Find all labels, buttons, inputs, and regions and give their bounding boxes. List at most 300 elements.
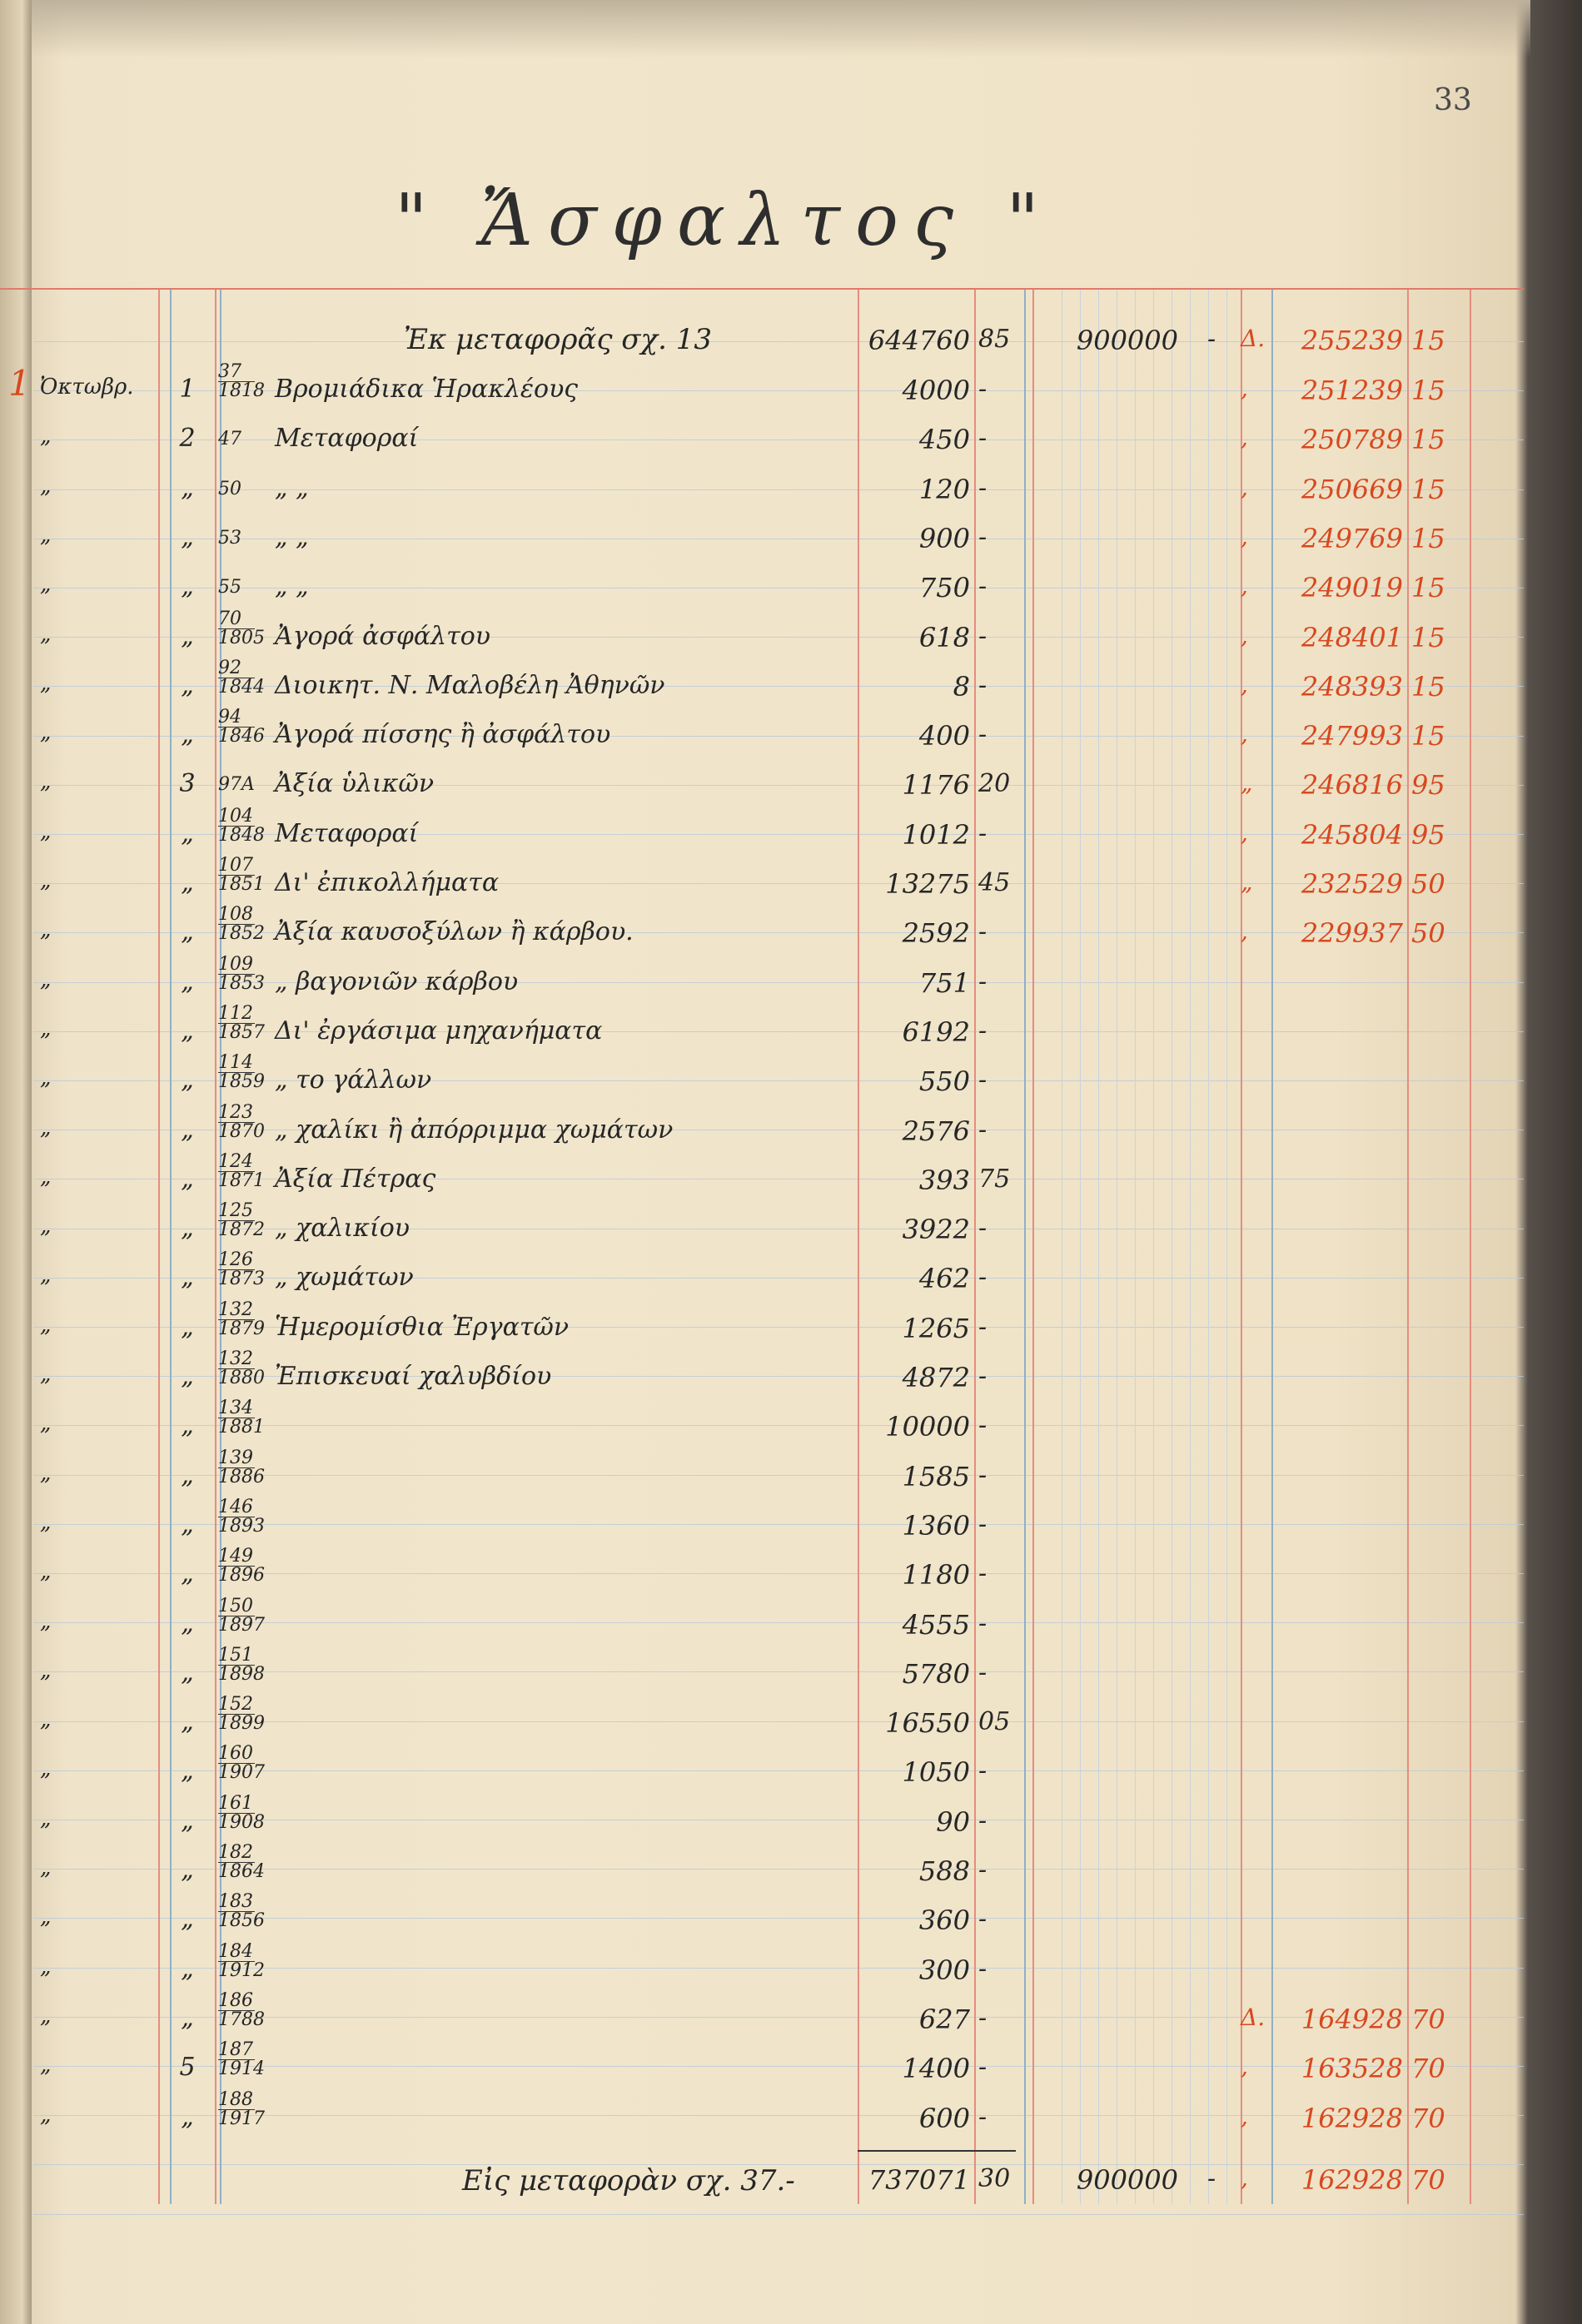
entry-balance-mark: , <box>1241 917 1248 945</box>
entry-reference <box>218 2091 268 2128</box>
entry-month: „ <box>40 1065 52 1090</box>
reference-bottom: 1788 <box>218 2009 265 2030</box>
entry-balance-cents: 15 <box>1411 671 1445 703</box>
entry-cents: - <box>978 1411 988 1440</box>
reference-bottom: 1856 <box>218 1910 265 1931</box>
entry-day: „ <box>181 1214 194 1243</box>
entry-amount: 462 <box>918 1263 970 1294</box>
reference-bottom: 1917 <box>218 2108 265 2129</box>
entry-month: „ <box>40 622 52 647</box>
entry-cents: 20 <box>978 769 1011 798</box>
grid-rule <box>1190 290 1191 2204</box>
entry-reference <box>218 1251 268 1289</box>
entry-month: „ <box>40 868 52 893</box>
reference-bottom: 1912 <box>218 1960 265 1981</box>
entry-day: „ <box>181 967 194 996</box>
reference-top: 151 <box>218 1645 253 1666</box>
entry-month: „ <box>40 2004 52 2029</box>
carry-forward-debit: 644760 <box>868 325 970 356</box>
entry-day: „ <box>181 474 194 503</box>
entry-amount: 400 <box>918 720 970 752</box>
column-rule <box>1024 290 1026 2204</box>
entry-balance-cents: 70 <box>1411 2053 1445 2084</box>
entry-cents: - <box>978 1313 988 1342</box>
entry-cents: - <box>978 2053 988 2082</box>
entry-balance-mark: , <box>1241 572 1248 599</box>
entry-reference <box>218 1943 268 1980</box>
column-rule <box>974 290 976 2204</box>
reference-top: 108 <box>218 904 253 925</box>
entry-day: 5 <box>179 2053 196 2082</box>
reference-bottom: 1852 <box>218 923 265 944</box>
entry-balance-cents: 15 <box>1411 474 1445 505</box>
entry-amount: 1400 <box>902 2053 970 2084</box>
reference-bottom: 1880 <box>218 1368 265 1388</box>
column-rule <box>858 290 859 2204</box>
reference-top: 139 <box>218 1448 253 1468</box>
reference-bottom: 1805 <box>218 628 265 648</box>
entry-month: „ <box>40 1313 52 1338</box>
entry-reference <box>218 560 268 597</box>
entry-amount: 16550 <box>885 1707 970 1739</box>
entry-day: „ <box>181 622 194 651</box>
entry-description: „ βαγονιῶν κάρβου <box>275 967 519 996</box>
entry-balance: 245804 <box>1301 819 1403 851</box>
totals-debit-cents: 30 <box>978 2164 1011 2193</box>
entry-reference <box>218 1301 268 1338</box>
reference-top <box>218 560 255 579</box>
entry-balance: 164928 <box>1301 2004 1403 2035</box>
totals-credit: 900000 <box>1076 2164 1178 2196</box>
entry-cents: - <box>978 1461 988 1490</box>
entry-reference <box>218 1202 268 1239</box>
reference-top: 134 <box>218 1398 253 1418</box>
entry-balance-cents: 95 <box>1411 819 1445 851</box>
entry-cents: - <box>978 1806 988 1835</box>
entry-balance-cents: 70 <box>1411 2103 1445 2134</box>
entry-month: „ <box>40 1904 52 1929</box>
totals-balance-cents: 70 <box>1411 2164 1445 2196</box>
entry-balance-cents: 15 <box>1411 424 1445 455</box>
entry-description: Διοικητ. Ν. Μαλοβέλη Ἀθηνῶν <box>275 671 665 700</box>
entry-day: „ <box>181 2103 194 2132</box>
entry-amount: 550 <box>918 1065 970 1097</box>
entry-cents: - <box>978 622 988 651</box>
entry-amount: 120 <box>918 474 970 505</box>
entry-month: „ <box>40 424 52 449</box>
column-rule <box>1407 290 1409 2204</box>
entry-description: „ „ <box>275 523 309 552</box>
entry-reference <box>218 1745 268 1782</box>
entry-balance: 250789 <box>1301 424 1403 455</box>
entry-day: „ <box>181 1313 194 1342</box>
entry-balance: 250669 <box>1301 474 1403 505</box>
entry-amount: 90 <box>936 1806 970 1838</box>
reference-bottom: 1848 <box>218 825 265 846</box>
reference-top: 149 <box>218 1546 253 1567</box>
entry-balance: 162928 <box>1301 2103 1403 2134</box>
entry-month: „ <box>40 967 52 992</box>
entry-balance-mark: , <box>1241 474 1248 501</box>
reference-top: 126 <box>218 1249 253 1270</box>
carry-forward-balance-mark: Δ. <box>1241 325 1266 352</box>
entry-month: „ <box>40 1362 52 1387</box>
entry-day: „ <box>181 1609 194 1638</box>
entry-balance-mark: , <box>1241 2053 1248 2080</box>
entry-month: „ <box>40 819 52 844</box>
entry-day: 1 <box>179 375 196 404</box>
entry-day: „ <box>181 1806 194 1835</box>
reference-bottom: 1851 <box>218 874 265 895</box>
entry-reference <box>218 1399 268 1437</box>
entry-month: „ <box>40 1510 52 1535</box>
entry-balance-cents: 15 <box>1411 375 1445 406</box>
entry-cents: - <box>978 1362 988 1391</box>
carry-forward-balance: 255239 <box>1301 325 1403 356</box>
entry-reference <box>218 610 268 648</box>
totals-balance-mark: , <box>1241 2164 1248 2192</box>
entry-reference <box>218 1893 268 1930</box>
entry-reference <box>218 1498 268 1536</box>
entry-cents: - <box>978 2103 988 2132</box>
reference-top <box>218 511 255 529</box>
entry-amount: 4555 <box>902 1609 970 1641</box>
ledger-title: " Ἄσφαλτος " <box>395 179 1054 262</box>
entry-amount: 4000 <box>902 375 970 406</box>
reference-bottom: 1879 <box>218 1318 265 1339</box>
carry-forward-label: Ἐκ μεταφορᾶς σχ. 13 <box>404 323 712 356</box>
entry-day: „ <box>181 1461 194 1490</box>
reference-bottom: 1859 <box>218 1071 265 1092</box>
entry-description: Ἀγορά ἀσφάλτου <box>275 622 490 651</box>
entry-month: „ <box>40 1461 52 1486</box>
entry-day: „ <box>181 1904 194 1934</box>
entry-cents: - <box>978 819 988 848</box>
entry-cents: - <box>978 671 988 700</box>
entry-cents: 05 <box>978 1707 1011 1736</box>
carry-forward-credit: 900000 <box>1076 325 1178 356</box>
entry-day: „ <box>181 917 194 946</box>
entry-month: „ <box>40 1658 52 1683</box>
reference-top: 92 <box>218 659 255 678</box>
reference-bottom: 1897 <box>218 1615 265 1636</box>
entry-month: „ <box>40 474 52 499</box>
reference-bottom: 1873 <box>218 1269 265 1289</box>
entry-reference <box>218 363 268 400</box>
entry-description: Μεταφοραί <box>275 424 419 453</box>
entry-reference <box>218 1153 268 1190</box>
entry-day: „ <box>181 671 194 700</box>
entry-day: „ <box>181 1115 194 1145</box>
reference-top: 146 <box>218 1497 253 1517</box>
entry-balance-cents: 95 <box>1411 769 1445 801</box>
carry-forward-balance-cents: 15 <box>1411 325 1445 356</box>
entry-description: Ἡμερομίσθια Ἐργατῶν <box>275 1313 570 1342</box>
entry-reference <box>218 906 268 943</box>
entry-month: „ <box>40 2103 52 2128</box>
entry-cents: - <box>978 1904 988 1934</box>
entry-cents: - <box>978 424 988 453</box>
entry-reference <box>218 757 268 794</box>
entry-balance-mark: , <box>1241 819 1248 847</box>
entry-day: „ <box>181 1510 194 1539</box>
entry-description: Βρομιάδικα Ἡρακλέους <box>275 375 579 404</box>
entry-day: „ <box>181 1707 194 1736</box>
entry-amount: 450 <box>918 424 970 455</box>
entry-cents: - <box>978 1954 988 1984</box>
reference-bottom: 1857 <box>218 1022 265 1043</box>
entry-cents: - <box>978 1510 988 1539</box>
header-rule <box>0 288 1524 290</box>
reference-bottom: 47 <box>218 429 241 449</box>
entry-cents: - <box>978 720 988 749</box>
reference-top <box>218 757 255 776</box>
reference-bottom: 1899 <box>218 1713 265 1734</box>
entry-cents: - <box>978 523 988 552</box>
entry-cents: - <box>978 1016 988 1045</box>
reference-top: 186 <box>218 1990 253 2011</box>
totals-label: Εἰς μεταφορὰν σχ. 37.- <box>462 2164 795 2197</box>
entry-cents: - <box>978 1559 988 1588</box>
entry-month: „ <box>40 1609 52 1634</box>
entry-cents: - <box>978 1263 988 1292</box>
entry-reference <box>218 1547 268 1585</box>
entry-amount: 4872 <box>902 1362 970 1393</box>
entry-cents: - <box>978 2004 988 2033</box>
entry-amount: 900 <box>918 523 970 554</box>
column-rule <box>158 290 160 2204</box>
reference-top: 188 <box>218 2089 253 2110</box>
entry-reference <box>218 462 268 499</box>
entry-balance-cents: 15 <box>1411 572 1445 603</box>
entry-month: „ <box>40 1016 52 1041</box>
entry-description: Ἀξία καυσοξύλων ἢ κάρβου. <box>275 917 634 946</box>
entry-balance-mark: , <box>1241 2103 1248 2130</box>
entry-balance-mark: , <box>1241 720 1248 747</box>
entry-month: „ <box>40 1559 52 1584</box>
entry-amount: 10000 <box>885 1411 970 1443</box>
entry-month: „ <box>40 1855 52 1880</box>
entry-month: „ <box>40 1214 52 1239</box>
entry-month: „ <box>40 1954 52 1979</box>
column-rule <box>1470 290 1471 2204</box>
entry-reference <box>218 1449 268 1487</box>
entry-amount: 627 <box>918 2004 970 2035</box>
entry-balance-cents: 15 <box>1411 523 1445 554</box>
entry-amount: 393 <box>918 1164 970 1196</box>
entry-day: „ <box>181 523 194 552</box>
entry-amount: 751 <box>918 967 970 999</box>
carry-forward-debit-cents: 85 <box>978 325 1011 354</box>
entry-reference <box>218 2041 268 2078</box>
entry-amount: 6192 <box>902 1016 970 1048</box>
entry-cents: - <box>978 1756 988 1785</box>
entry-balance-mark: , <box>1241 622 1248 649</box>
entry-reference <box>218 511 268 548</box>
entry-amount: 1180 <box>902 1559 970 1591</box>
entry-month: „ <box>40 2053 52 2078</box>
entry-amount: 600 <box>918 2103 970 2134</box>
entry-balance: 251239 <box>1301 375 1403 406</box>
entry-reference <box>218 1597 268 1635</box>
reference-bottom: 1872 <box>218 1219 265 1240</box>
entry-amount: 618 <box>918 622 970 653</box>
entry-month: „ <box>40 1164 52 1189</box>
entry-reference <box>218 1795 268 1832</box>
entry-reference <box>218 1104 268 1141</box>
reference-top: 125 <box>218 1200 253 1221</box>
entry-day: „ <box>181 1855 194 1885</box>
reference-top: 132 <box>218 1299 253 1320</box>
entry-reference <box>218 857 268 894</box>
entry-balance-mark: „ <box>1241 769 1253 797</box>
reference-bottom: 1844 <box>218 677 265 698</box>
entry-cents: 75 <box>978 1164 1011 1194</box>
entry-balance-mark: , <box>1241 375 1248 402</box>
entry-month: „ <box>40 1115 52 1140</box>
entry-description: Δι' ἐργάσιμα μηχανήματα <box>275 1016 603 1045</box>
entry-amount: 1585 <box>902 1461 970 1492</box>
entry-description: Ἀξία Πέτρας <box>275 1164 436 1194</box>
margin-mark: 1 <box>8 363 31 404</box>
reference-top: 150 <box>218 1596 253 1616</box>
entry-balance: 247993 <box>1301 720 1403 752</box>
entry-reference <box>218 1350 268 1388</box>
reference-bottom: 1886 <box>218 1467 265 1487</box>
column-rule <box>215 290 216 2204</box>
reference-top: 182 <box>218 1842 253 1863</box>
entry-month: „ <box>40 523 52 548</box>
entry-reference <box>218 956 268 993</box>
entry-balance-cents: 50 <box>1411 917 1445 949</box>
entry-day: „ <box>181 1065 194 1095</box>
entry-amount: 5780 <box>902 1658 970 1690</box>
entry-day: 3 <box>179 769 196 798</box>
reference-bottom: 97Α <box>218 774 255 795</box>
reference-bottom: 1846 <box>218 726 265 747</box>
entry-balance: 246816 <box>1301 769 1403 801</box>
entry-day: 2 <box>179 424 196 453</box>
entry-month: „ <box>40 769 52 794</box>
reference-bottom: 1896 <box>218 1565 265 1586</box>
reference-bottom: 1898 <box>218 1664 265 1685</box>
entry-amount: 588 <box>918 1855 970 1887</box>
left-page-edge <box>0 0 32 2324</box>
entry-reference <box>218 1844 268 1881</box>
entry-description: Ἀγορά πίσσης ἢ ἀσφάλτου <box>275 720 611 749</box>
reference-top: 132 <box>218 1348 253 1369</box>
reference-bottom: 55 <box>218 577 241 598</box>
reference-top: 161 <box>218 1793 253 1814</box>
reference-top: 114 <box>218 1052 253 1073</box>
entry-month: „ <box>40 1263 52 1288</box>
entry-amount: 1360 <box>902 1510 970 1542</box>
entry-cents: 45 <box>978 868 1011 897</box>
entry-balance: 163528 <box>1301 2053 1403 2084</box>
entry-balance: 248401 <box>1301 622 1403 653</box>
entry-amount: 8 <box>953 671 970 703</box>
entry-cents: - <box>978 375 988 404</box>
entry-amount: 1050 <box>902 1756 970 1788</box>
entry-amount: 1176 <box>902 769 970 801</box>
entry-day: „ <box>181 819 194 848</box>
reference-bottom: 1914 <box>218 2058 265 2079</box>
entry-month: „ <box>40 1806 52 1831</box>
entry-day: „ <box>181 1954 194 1984</box>
entry-cents: - <box>978 1065 988 1095</box>
entry-reference <box>218 412 268 449</box>
entry-cents: - <box>978 1855 988 1885</box>
reference-bottom: 50 <box>218 479 241 499</box>
grid-rule <box>1208 290 1209 2204</box>
entry-description: „ χαλίκι ἢ ἀπόρριμμα χωμάτων <box>275 1115 674 1145</box>
entry-balance-cents: 70 <box>1411 2004 1445 2035</box>
reference-top: 123 <box>218 1102 253 1123</box>
entry-balance-mark: „ <box>1241 868 1253 896</box>
entry-reference <box>218 1992 268 2029</box>
carry-forward-credit-dash: - <box>1207 325 1216 354</box>
reference-top: 94 <box>218 708 255 727</box>
horizontal-rule <box>33 2214 1524 2215</box>
entry-cents: - <box>978 1658 988 1687</box>
entry-cents: - <box>978 967 988 996</box>
reference-bottom: 1864 <box>218 1861 265 1882</box>
entry-amount: 13275 <box>885 868 970 900</box>
entry-description: „ το γάλλων <box>275 1065 432 1095</box>
entry-day: „ <box>181 1411 194 1440</box>
reference-top: 160 <box>218 1743 253 1764</box>
entry-balance: 248393 <box>1301 671 1403 703</box>
entry-month: „ <box>40 572 52 597</box>
entry-reference <box>218 1646 268 1684</box>
entry-balance-cents: 15 <box>1411 720 1445 752</box>
entry-day: „ <box>181 1756 194 1785</box>
entry-month: „ <box>40 1411 52 1436</box>
entry-balance-mark: , <box>1241 424 1248 451</box>
entry-day: „ <box>181 2004 194 2033</box>
entry-amount: 750 <box>918 572 970 603</box>
entry-balance: 249769 <box>1301 523 1403 554</box>
entry-balance-mark: Δ. <box>1241 2004 1266 2031</box>
entry-month: „ <box>40 720 52 745</box>
entry-day: „ <box>181 1164 194 1194</box>
entry-day: „ <box>181 1658 194 1687</box>
entry-description: Ἐπισκευαί χαλυβδίου <box>275 1362 552 1391</box>
entry-month: „ <box>40 1707 52 1732</box>
grid-rule <box>1098 290 1099 2204</box>
grid-rule <box>1153 290 1154 2204</box>
entry-description: „ „ <box>275 572 309 601</box>
reference-bottom: 1907 <box>218 1762 265 1783</box>
entry-amount: 1012 <box>902 819 970 851</box>
reference-top: 187 <box>218 2039 253 2060</box>
entry-reference <box>218 659 268 697</box>
top-binding-shadow <box>32 0 1530 58</box>
reference-bottom: 1871 <box>218 1170 265 1191</box>
reference-top <box>218 462 255 480</box>
entry-month: „ <box>40 917 52 942</box>
grid-rule <box>1080 290 1081 2204</box>
entry-month: „ <box>40 1756 52 1781</box>
reference-bottom: 1893 <box>218 1516 265 1537</box>
entry-reference <box>218 1054 268 1091</box>
totals-credit-dash: - <box>1207 2164 1216 2193</box>
entry-cents: - <box>978 474 988 503</box>
entry-description: Ἀξία ὑλικῶν <box>275 769 435 798</box>
grid-rule <box>1135 290 1136 2204</box>
reference-top: 107 <box>218 855 253 876</box>
entry-cents: - <box>978 572 988 601</box>
